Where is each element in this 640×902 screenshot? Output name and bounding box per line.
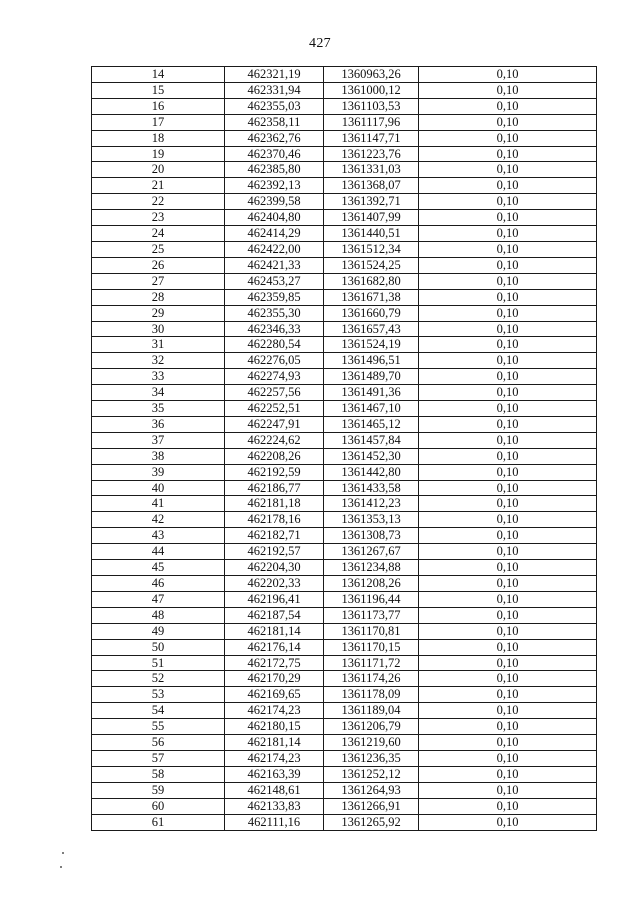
coordinates-table	[91, 66, 597, 831]
point-number-cell: 32	[92, 353, 225, 369]
error-value-cell: 0,10	[419, 687, 597, 703]
x-coordinate-cell: 462392,13	[225, 178, 324, 194]
x-coordinate-cell: 462370,46	[225, 146, 324, 162]
x-coordinate-cell: 462385,80	[225, 162, 324, 178]
error-value-cell: 0,10	[419, 639, 597, 655]
error-value-cell: 0,10	[419, 432, 597, 448]
table-row	[92, 401, 597, 417]
point-number-cell: 44	[92, 544, 225, 560]
table-row	[92, 67, 597, 83]
y-coordinate-cell: 1361682,80	[324, 273, 419, 289]
point-number-cell: 31	[92, 337, 225, 353]
y-coordinate-cell: 1361266,91	[324, 798, 419, 814]
error-value-cell: 0,10	[419, 146, 597, 162]
table-row	[92, 607, 597, 623]
y-coordinate-cell: 1361267,67	[324, 544, 419, 560]
table-row	[92, 703, 597, 719]
error-value-cell: 0,10	[419, 289, 597, 305]
error-value-cell: 0,10	[419, 464, 597, 480]
y-coordinate-cell: 1361524,25	[324, 257, 419, 273]
error-value-cell: 0,10	[419, 671, 597, 687]
y-coordinate-cell: 1361173,77	[324, 607, 419, 623]
point-number-cell: 59	[92, 782, 225, 798]
table-row	[92, 337, 597, 353]
x-coordinate-cell: 462182,71	[225, 528, 324, 544]
x-coordinate-cell: 462362,76	[225, 130, 324, 146]
table-row	[92, 655, 597, 671]
x-coordinate-cell: 462181,18	[225, 496, 324, 512]
error-value-cell: 0,10	[419, 67, 597, 83]
y-coordinate-cell: 1361147,71	[324, 130, 419, 146]
y-coordinate-cell: 1361440,51	[324, 226, 419, 242]
point-number-cell: 14	[92, 67, 225, 83]
point-number-cell: 56	[92, 735, 225, 751]
table-row	[92, 687, 597, 703]
x-coordinate-cell: 462186,77	[225, 480, 324, 496]
point-number-cell: 43	[92, 528, 225, 544]
table-row	[92, 257, 597, 273]
point-number-cell: 29	[92, 305, 225, 321]
point-number-cell: 34	[92, 385, 225, 401]
point-number-cell: 53	[92, 687, 225, 703]
point-number-cell: 47	[92, 591, 225, 607]
table-row	[92, 512, 597, 528]
point-number-cell: 20	[92, 162, 225, 178]
table-row	[92, 82, 597, 98]
y-coordinate-cell: 1361171,72	[324, 655, 419, 671]
y-coordinate-cell: 1361189,04	[324, 703, 419, 719]
y-coordinate-cell: 1361433,58	[324, 480, 419, 496]
error-value-cell: 0,10	[419, 257, 597, 273]
x-coordinate-cell: 462414,29	[225, 226, 324, 242]
point-number-cell: 48	[92, 607, 225, 623]
y-coordinate-cell: 1361178,09	[324, 687, 419, 703]
point-number-cell: 22	[92, 194, 225, 210]
error-value-cell: 0,10	[419, 448, 597, 464]
point-number-cell: 52	[92, 671, 225, 687]
table-row	[92, 98, 597, 114]
y-coordinate-cell: 1361219,60	[324, 735, 419, 751]
point-number-cell: 16	[92, 98, 225, 114]
y-coordinate-cell: 1361223,76	[324, 146, 419, 162]
y-coordinate-cell: 1361452,30	[324, 448, 419, 464]
x-coordinate-cell: 462196,41	[225, 591, 324, 607]
table-row	[92, 353, 597, 369]
y-coordinate-cell: 1361331,03	[324, 162, 419, 178]
y-coordinate-cell: 1361174,26	[324, 671, 419, 687]
table-row	[92, 639, 597, 655]
error-value-cell: 0,10	[419, 655, 597, 671]
error-value-cell: 0,10	[419, 750, 597, 766]
error-value-cell: 0,10	[419, 814, 597, 830]
table-row	[92, 766, 597, 782]
error-value-cell: 0,10	[419, 114, 597, 130]
x-coordinate-cell: 462172,75	[225, 655, 324, 671]
y-coordinate-cell: 1361489,70	[324, 369, 419, 385]
y-coordinate-cell: 1361407,99	[324, 210, 419, 226]
page-number: 427	[309, 36, 331, 51]
error-value-cell: 0,10	[419, 162, 597, 178]
y-coordinate-cell: 1361660,79	[324, 305, 419, 321]
error-value-cell: 0,10	[419, 226, 597, 242]
point-number-cell: 28	[92, 289, 225, 305]
point-number-cell: 46	[92, 576, 225, 592]
error-value-cell: 0,10	[419, 496, 597, 512]
table-row	[92, 544, 597, 560]
error-value-cell: 0,10	[419, 623, 597, 639]
point-number-cell: 37	[92, 432, 225, 448]
y-coordinate-cell: 1361206,79	[324, 719, 419, 735]
table-row	[92, 130, 597, 146]
error-value-cell: 0,10	[419, 480, 597, 496]
coordinates-table-body	[92, 67, 597, 831]
point-number-cell: 50	[92, 639, 225, 655]
x-coordinate-cell: 462174,23	[225, 750, 324, 766]
point-number-cell: 18	[92, 130, 225, 146]
point-number-cell: 36	[92, 416, 225, 432]
error-value-cell: 0,10	[419, 194, 597, 210]
point-number-cell: 17	[92, 114, 225, 130]
y-coordinate-cell: 1361236,35	[324, 750, 419, 766]
y-coordinate-cell: 1361412,23	[324, 496, 419, 512]
point-number-cell: 49	[92, 623, 225, 639]
point-number-cell: 45	[92, 560, 225, 576]
error-value-cell: 0,10	[419, 130, 597, 146]
table-row	[92, 385, 597, 401]
point-number-cell: 55	[92, 719, 225, 735]
x-coordinate-cell: 462148,61	[225, 782, 324, 798]
point-number-cell: 42	[92, 512, 225, 528]
error-value-cell: 0,10	[419, 416, 597, 432]
point-number-cell: 54	[92, 703, 225, 719]
y-coordinate-cell: 1361353,13	[324, 512, 419, 528]
x-coordinate-cell: 462180,15	[225, 719, 324, 735]
x-coordinate-cell: 462163,39	[225, 766, 324, 782]
point-number-cell: 23	[92, 210, 225, 226]
point-number-cell: 57	[92, 750, 225, 766]
error-value-cell: 0,10	[419, 591, 597, 607]
x-coordinate-cell: 462252,51	[225, 401, 324, 417]
error-value-cell: 0,10	[419, 703, 597, 719]
table-row	[92, 369, 597, 385]
x-coordinate-cell: 462176,14	[225, 639, 324, 655]
y-coordinate-cell: 1361308,73	[324, 528, 419, 544]
table-row	[92, 735, 597, 751]
error-value-cell: 0,10	[419, 98, 597, 114]
table-row	[92, 305, 597, 321]
error-value-cell: 0,10	[419, 512, 597, 528]
x-coordinate-cell: 462331,94	[225, 82, 324, 98]
error-value-cell: 0,10	[419, 321, 597, 337]
table-row	[92, 576, 597, 592]
table-row	[92, 448, 597, 464]
x-coordinate-cell: 462174,23	[225, 703, 324, 719]
table-row	[92, 496, 597, 512]
point-number-cell: 19	[92, 146, 225, 162]
y-coordinate-cell: 1361671,38	[324, 289, 419, 305]
error-value-cell: 0,10	[419, 401, 597, 417]
table-row	[92, 210, 597, 226]
table-row	[92, 719, 597, 735]
y-coordinate-cell: 1361264,93	[324, 782, 419, 798]
y-coordinate-cell: 1361196,44	[324, 591, 419, 607]
point-number-cell: 26	[92, 257, 225, 273]
x-coordinate-cell: 462111,16	[225, 814, 324, 830]
y-coordinate-cell: 1361170,15	[324, 639, 419, 655]
x-coordinate-cell: 462181,14	[225, 623, 324, 639]
error-value-cell: 0,10	[419, 305, 597, 321]
x-coordinate-cell: 462421,33	[225, 257, 324, 273]
x-coordinate-cell: 462133,83	[225, 798, 324, 814]
x-coordinate-cell: 462453,27	[225, 273, 324, 289]
table-row	[92, 273, 597, 289]
error-value-cell: 0,10	[419, 607, 597, 623]
y-coordinate-cell: 1361524,19	[324, 337, 419, 353]
x-coordinate-cell: 462321,19	[225, 67, 324, 83]
point-number-cell: 27	[92, 273, 225, 289]
y-coordinate-cell: 1361657,43	[324, 321, 419, 337]
y-coordinate-cell: 1361392,71	[324, 194, 419, 210]
error-value-cell: 0,10	[419, 273, 597, 289]
error-value-cell: 0,10	[419, 544, 597, 560]
error-value-cell: 0,10	[419, 576, 597, 592]
x-coordinate-cell: 462170,29	[225, 671, 324, 687]
error-value-cell: 0,10	[419, 241, 597, 257]
x-coordinate-cell: 462192,59	[225, 464, 324, 480]
point-number-cell: 41	[92, 496, 225, 512]
y-coordinate-cell: 1361442,80	[324, 464, 419, 480]
table-row	[92, 289, 597, 305]
point-number-cell: 15	[92, 82, 225, 98]
x-coordinate-cell: 462178,16	[225, 512, 324, 528]
table-row	[92, 194, 597, 210]
y-coordinate-cell: 1360963,26	[324, 67, 419, 83]
table-row	[92, 226, 597, 242]
table-row	[92, 591, 597, 607]
x-coordinate-cell: 462257,56	[225, 385, 324, 401]
y-coordinate-cell: 1361491,36	[324, 385, 419, 401]
table-row	[92, 623, 597, 639]
error-value-cell: 0,10	[419, 353, 597, 369]
error-value-cell: 0,10	[419, 210, 597, 226]
point-number-cell: 25	[92, 241, 225, 257]
y-coordinate-cell: 1361457,84	[324, 432, 419, 448]
y-coordinate-cell: 1361170,81	[324, 623, 419, 639]
point-number-cell: 40	[92, 480, 225, 496]
y-coordinate-cell: 1361465,12	[324, 416, 419, 432]
table-row	[92, 464, 597, 480]
y-coordinate-cell: 1361467,10	[324, 401, 419, 417]
x-coordinate-cell: 462224,62	[225, 432, 324, 448]
x-coordinate-cell: 462280,54	[225, 337, 324, 353]
table-row	[92, 782, 597, 798]
x-coordinate-cell: 462169,65	[225, 687, 324, 703]
x-coordinate-cell: 462192,57	[225, 544, 324, 560]
y-coordinate-cell: 1361265,92	[324, 814, 419, 830]
point-number-cell: 30	[92, 321, 225, 337]
x-coordinate-cell: 462247,91	[225, 416, 324, 432]
table-row	[92, 416, 597, 432]
x-coordinate-cell: 462355,30	[225, 305, 324, 321]
x-coordinate-cell: 462399,58	[225, 194, 324, 210]
table-row	[92, 560, 597, 576]
point-number-cell: 60	[92, 798, 225, 814]
y-coordinate-cell: 1361252,12	[324, 766, 419, 782]
point-number-cell: 58	[92, 766, 225, 782]
table-row	[92, 114, 597, 130]
table-row	[92, 798, 597, 814]
error-value-cell: 0,10	[419, 528, 597, 544]
x-coordinate-cell: 462181,14	[225, 735, 324, 751]
x-coordinate-cell: 462276,05	[225, 353, 324, 369]
x-coordinate-cell: 462202,33	[225, 576, 324, 592]
point-number-cell: 21	[92, 178, 225, 194]
table-row	[92, 241, 597, 257]
x-coordinate-cell: 462274,93	[225, 369, 324, 385]
y-coordinate-cell: 1361117,96	[324, 114, 419, 130]
scan-speck	[62, 852, 64, 854]
error-value-cell: 0,10	[419, 385, 597, 401]
table-row	[92, 321, 597, 337]
point-number-cell: 33	[92, 369, 225, 385]
point-number-cell: 51	[92, 655, 225, 671]
table-row	[92, 528, 597, 544]
error-value-cell: 0,10	[419, 82, 597, 98]
point-number-cell: 39	[92, 464, 225, 480]
error-value-cell: 0,10	[419, 766, 597, 782]
table-row	[92, 480, 597, 496]
y-coordinate-cell: 1361496,51	[324, 353, 419, 369]
y-coordinate-cell: 1361512,34	[324, 241, 419, 257]
y-coordinate-cell: 1361000,12	[324, 82, 419, 98]
x-coordinate-cell: 462355,03	[225, 98, 324, 114]
error-value-cell: 0,10	[419, 719, 597, 735]
x-coordinate-cell: 462404,80	[225, 210, 324, 226]
x-coordinate-cell: 462204,30	[225, 560, 324, 576]
table-row	[92, 432, 597, 448]
error-value-cell: 0,10	[419, 782, 597, 798]
y-coordinate-cell: 1361368,07	[324, 178, 419, 194]
y-coordinate-cell: 1361234,88	[324, 560, 419, 576]
x-coordinate-cell: 462187,54	[225, 607, 324, 623]
error-value-cell: 0,10	[419, 560, 597, 576]
x-coordinate-cell: 462359,85	[225, 289, 324, 305]
x-coordinate-cell: 462208,26	[225, 448, 324, 464]
table-row	[92, 162, 597, 178]
point-number-cell: 61	[92, 814, 225, 830]
table-row	[92, 671, 597, 687]
error-value-cell: 0,10	[419, 369, 597, 385]
table-row	[92, 814, 597, 830]
x-coordinate-cell: 462358,11	[225, 114, 324, 130]
table-row	[92, 146, 597, 162]
y-coordinate-cell: 1361103,53	[324, 98, 419, 114]
table-row	[92, 750, 597, 766]
point-number-cell: 24	[92, 226, 225, 242]
error-value-cell: 0,10	[419, 337, 597, 353]
x-coordinate-cell: 462422,00	[225, 241, 324, 257]
table-row	[92, 178, 597, 194]
scan-speck	[60, 866, 62, 868]
y-coordinate-cell: 1361208,26	[324, 576, 419, 592]
x-coordinate-cell: 462346,33	[225, 321, 324, 337]
error-value-cell: 0,10	[419, 178, 597, 194]
error-value-cell: 0,10	[419, 735, 597, 751]
point-number-cell: 38	[92, 448, 225, 464]
point-number-cell: 35	[92, 401, 225, 417]
error-value-cell: 0,10	[419, 798, 597, 814]
